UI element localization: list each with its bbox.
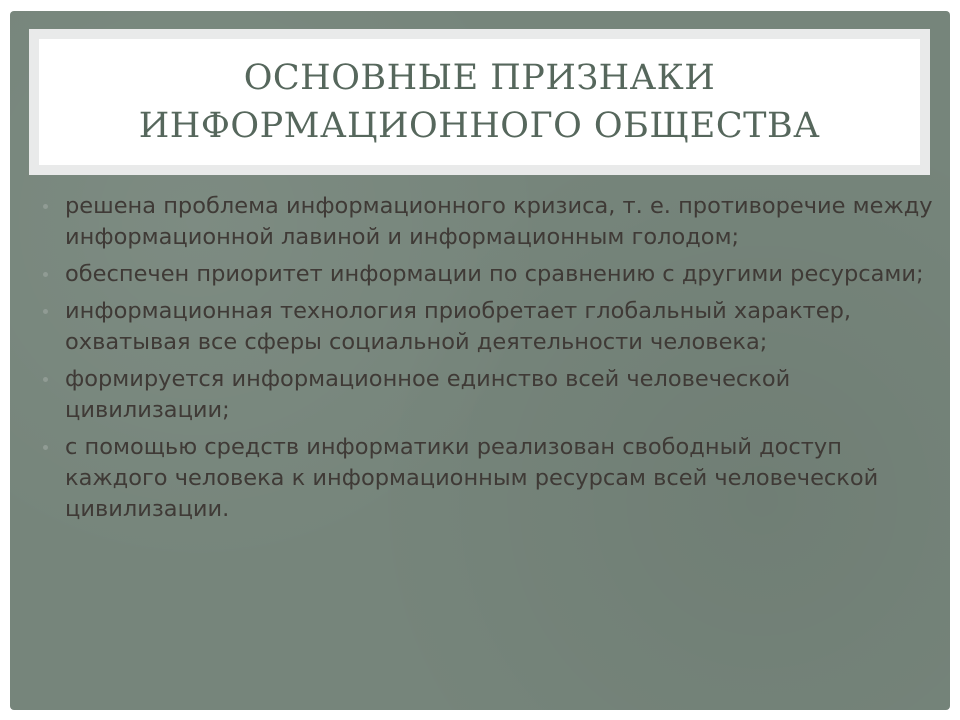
title-box xyxy=(29,29,930,175)
bullet-dot-icon xyxy=(43,309,48,314)
title-container xyxy=(39,39,920,165)
bullet-text: решена проблема информационного кризиса, т. е. противоречие между информационной лавиной и информационным голодом; xyxy=(65,193,933,250)
bullet-dot-icon xyxy=(43,204,48,209)
bullet-dot-icon xyxy=(43,445,48,450)
slide xyxy=(10,11,950,710)
bullet-item xyxy=(43,296,938,358)
bullet-text: формируется информационное единство всей человеческой цивилизации; xyxy=(65,366,791,423)
bullet-item xyxy=(43,259,938,290)
bullet-item xyxy=(43,432,938,525)
bullet-text: с помощью средств информатики реализован свободный доступ каждого человека к информационным ресурсам всей человеческой цивилизации. xyxy=(65,434,879,522)
bullet-dot-icon xyxy=(43,272,48,277)
bullet-dot-icon xyxy=(43,377,48,382)
bullet-list xyxy=(43,191,938,531)
bullet-item xyxy=(43,364,938,426)
slide-title: ОСНОВНЫЕ ПРИЗНАКИ ИНФОРМАЦИОННОГО ОБЩЕСТВА xyxy=(138,58,821,146)
bullet-item xyxy=(43,191,938,253)
bullet-text: обеспечен приоритет информации по сравнению с другими ресурсами; xyxy=(65,261,924,287)
bullet-text: информационная технология приобретает глобальный характер, охватывая все сферы социальной деятельности человека; xyxy=(65,298,852,355)
